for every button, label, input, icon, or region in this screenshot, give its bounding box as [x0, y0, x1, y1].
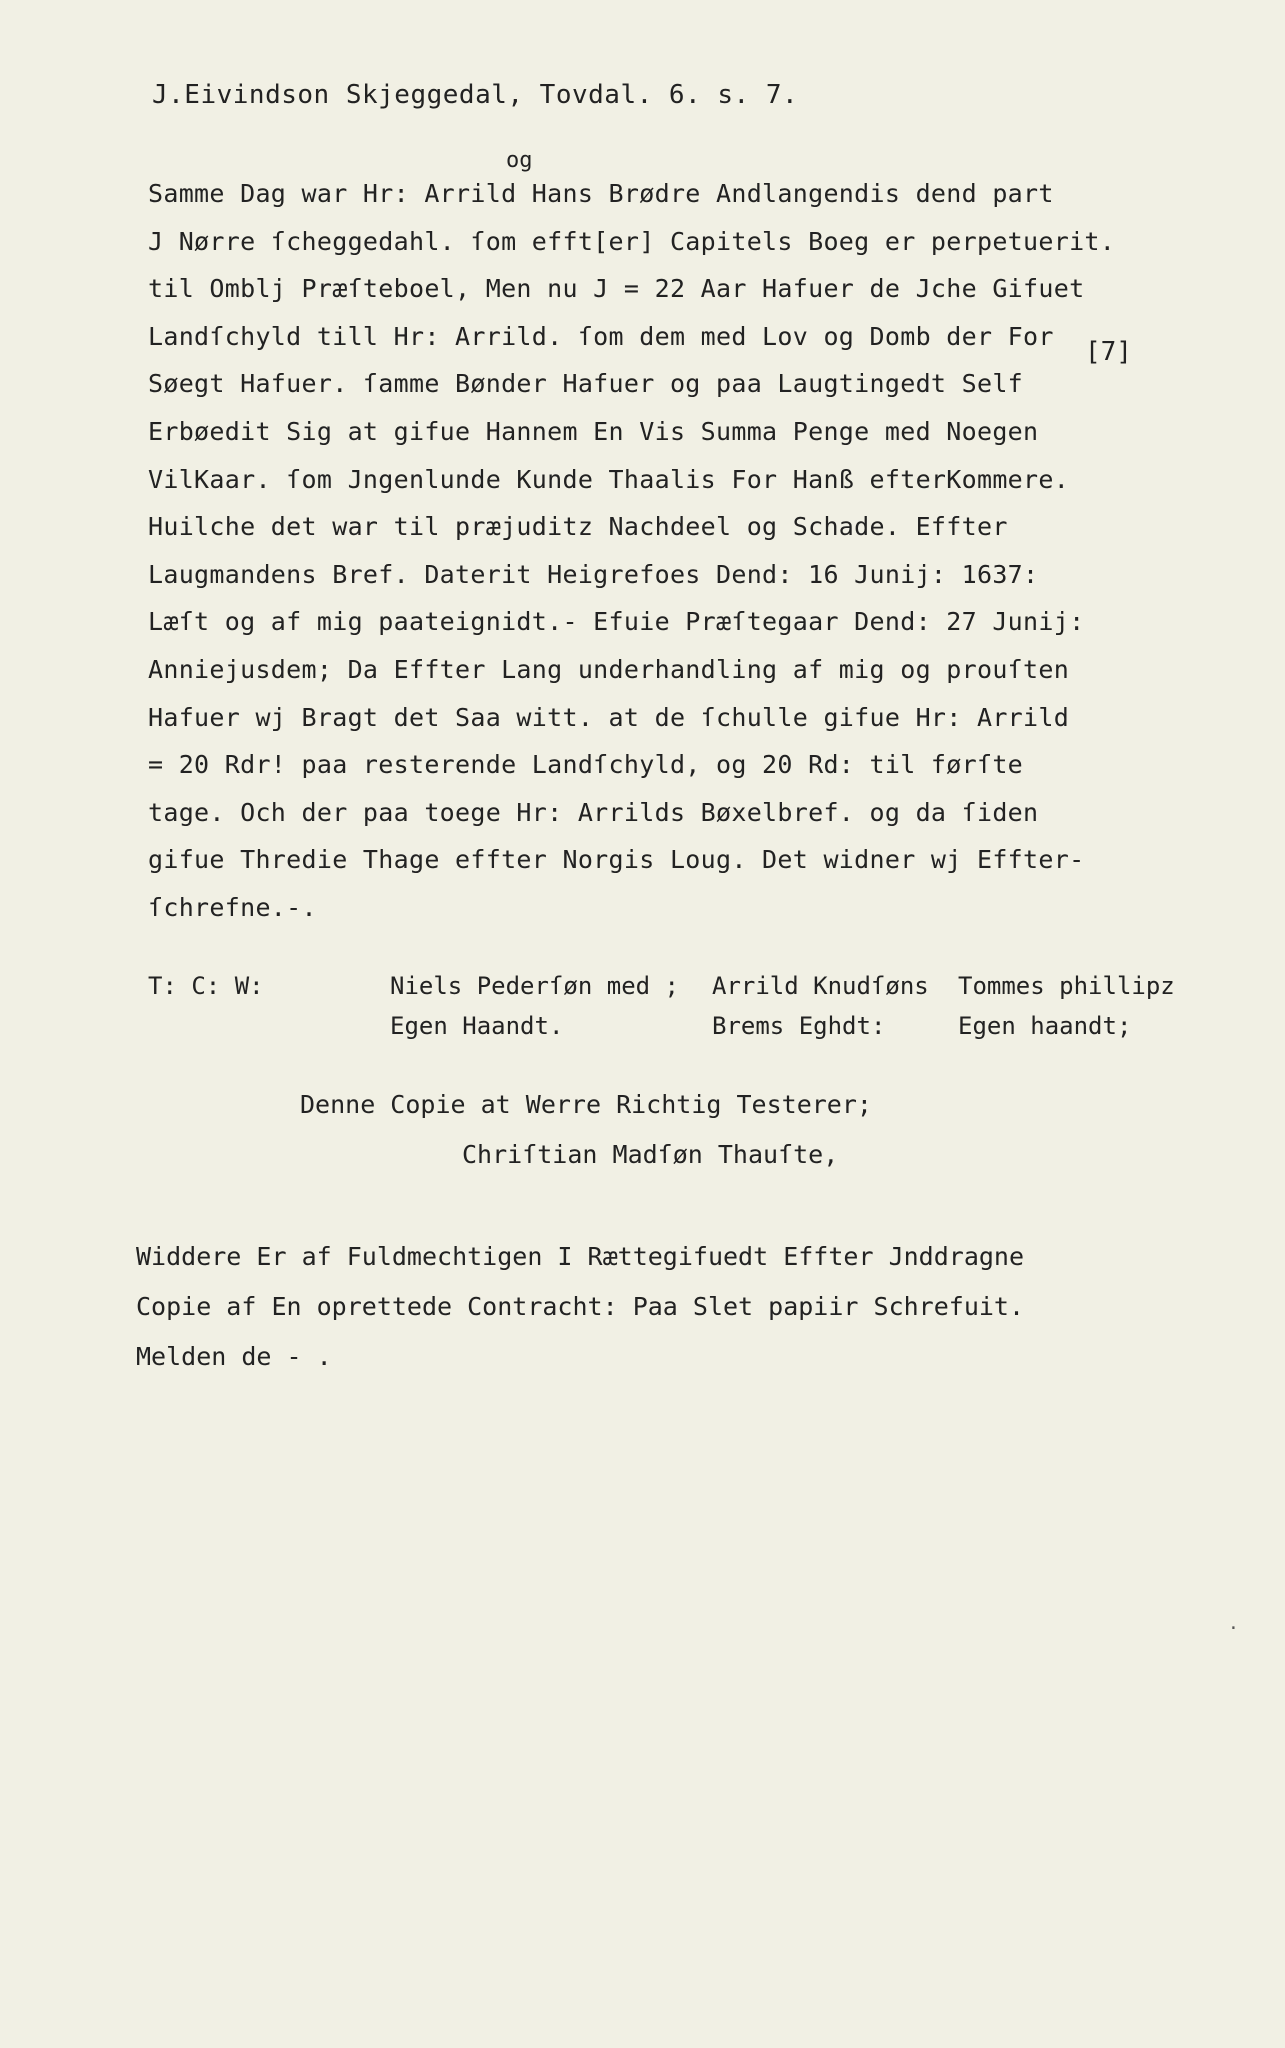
signature-arrild	[712, 966, 929, 1046]
attestation-line: Denne Copie at Werre Richtig Testerer;	[300, 1090, 872, 1119]
body-line: ſchrefne.-.	[148, 892, 317, 922]
body-line: Samme Dag war Hr: Arrild Hans Brødre Andlangendis dend part	[148, 179, 1054, 208]
body-line: til Omblj Præſteboel, Men nu J = 22 Aar Hafuer de Jche Gifuet	[148, 274, 1085, 304]
body-line: Laugmandens Bref. Daterit Heigrefoes Dend: 16 Junij: 1637:	[148, 559, 1039, 589]
body-line: VilKaar. ſom Jngenlunde Kunde Thaalis For Hanß efterKommere.	[148, 464, 1070, 494]
body-line: tage. Och der paa toege Hr: Arrilds Bøxelbref. og da ſiden	[148, 797, 1039, 827]
footer-line: Copie af En oprettede Contracht: Paa Slet papiir Schrefuit.	[136, 1292, 1025, 1321]
signature-line: Arrild Knudſøns	[712, 972, 929, 1000]
signature-niels	[390, 966, 679, 1046]
body-line: = 20 Rdr! paa resterende Landſchyld, og 20 Rd: til førſte	[148, 750, 1024, 780]
interlinear-insertion: og	[506, 148, 533, 173]
speck-mark: ·	[1228, 1618, 1239, 1639]
signature-line: Egen Haandt.	[390, 1012, 564, 1040]
signature-line: Niels Pederſøn med ;	[390, 972, 679, 1000]
signature-line: Brems Eghdt:	[712, 1012, 886, 1040]
signature-block	[148, 966, 1178, 1066]
footer-line: Melden de - .	[136, 1342, 332, 1371]
body-line: Læſt og af mig paateignidt.- Efuie Præſtegaar Dend: 27 Junij:	[148, 607, 1085, 637]
signature-line: Egen haandt;	[958, 1012, 1132, 1040]
attestation-signer: Chriſtian Madſøn Thauſte,	[462, 1140, 839, 1169]
body-line: Huilche det war til præjuditz Nachdeel og Schade. Effter	[148, 512, 1008, 542]
body-line: Hafuer wj Bragt det Saa witt. at de ſchulle gifue Hr: Arrild	[148, 702, 1070, 732]
body-line: Søegt Hafuer. ſamme Bønder Hafuer og paa Laugtingedt Self	[148, 369, 1024, 399]
body-line: Erbøedit Sig at gifue Hannem En Vis Summa Penge med Noegen	[148, 416, 1039, 446]
body-line: Landſchyld till Hr: Arrild. ſom dem med Lov og Domb der For	[148, 321, 1054, 351]
body-line: gifue Thredie Thage effter Norgis Loug. Det widner wj Effter-	[148, 845, 1085, 875]
attestation	[300, 1080, 872, 1180]
page-marker: [7]	[1085, 337, 1132, 367]
signature-tommes	[958, 966, 1175, 1046]
witness-label: T: C: W:	[148, 972, 264, 1000]
signature-line: Tommes phillipz	[958, 972, 1175, 1000]
footer-line: Widdere Er af Fuldmechtigen I Rættegifuedt Effter Jnddragne	[136, 1242, 1025, 1271]
body-line: Anniejusdem; Da Effter Lang underhandling af mig og prouſten	[148, 654, 1070, 684]
transcription-body	[148, 170, 1116, 932]
body-line: J Nørre ſcheggedahl. ſom efft[er] Capitels Boeg er perpetuerit.	[148, 226, 1116, 256]
document-header: J.Eivindson Skjeggedal, Tovdal. 6. s. 7.	[152, 80, 799, 110]
footer-note	[136, 1232, 1024, 1382]
